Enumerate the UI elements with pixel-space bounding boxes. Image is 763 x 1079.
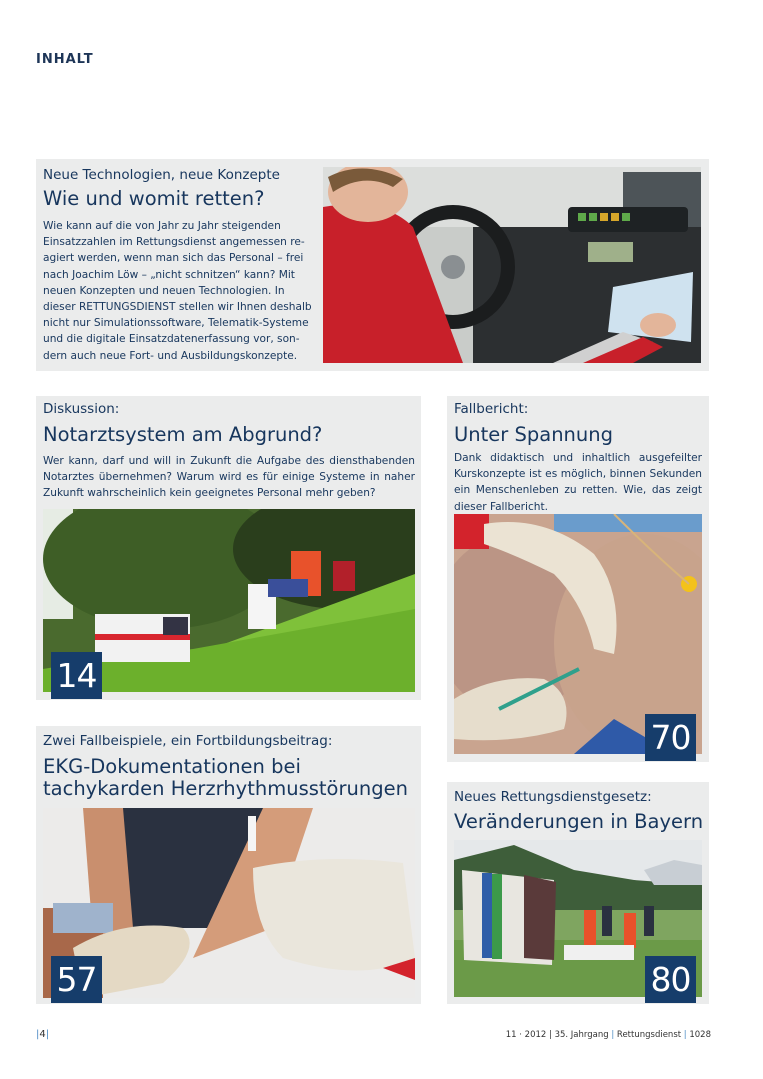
article-headline[interactable]: Veränderungen in Bayern [454,810,704,833]
article-kicker: Zwei Fallbeispiele, ein Fortbildungsbeitrag: [43,733,333,749]
article-card-technologies[interactable] [36,159,709,371]
article-card-unter-spannung[interactable] [447,396,709,762]
magazine-name: Rettungsdienst [616,1030,682,1040]
article-photo-ambulance-cockpit[interactable] [323,167,701,363]
divider: | [683,1030,690,1040]
article-kicker: Neue Technologien, neue Konzepte [43,167,280,183]
photo-illustration [323,167,701,363]
article-kicker: Neues Rettungsdienstgesetz: [454,789,652,805]
volume: 35. Jahrgang [554,1030,609,1040]
article-headline[interactable]: Wie und womit retten? [43,187,265,210]
section-label: INHALT [36,52,94,67]
page-number-badge[interactable]: 70 [645,714,696,761]
issue: 11 · 2012 [505,1030,547,1040]
divider: | [45,1029,50,1040]
divider: | [611,1030,617,1040]
article-card-ekg[interactable] [36,726,421,1004]
page-number-badge[interactable]: 80 [645,956,696,1003]
article-kicker: Fallbericht: [454,401,529,417]
divider: | [36,1029,40,1040]
article-card-notarztsystem[interactable] [36,396,421,700]
page-number: 4 [39,1029,46,1040]
folio: 1028 [689,1030,711,1040]
article-card-bayern[interactable] [447,782,709,1004]
divider: | [549,1030,555,1040]
page-number-badge[interactable]: 14 [51,652,102,699]
article-headline-line1[interactable]: EKG-Dokumentationen bei [43,755,301,778]
article-headline[interactable]: Unter Spannung [454,423,614,446]
article-teaser: Wer kann, darf und will in Zukunft die Aufgabe des diensthabenden Notarztes übernehmen? Warum wird es für einige Systeme in naher Zukunft wahrscheinlich kein geeignetes Personal mehr geben? [43,455,415,500]
article-headline[interactable]: Notarztsystem am Abgrund? [43,423,323,446]
page-number-badge[interactable]: 57 [51,956,102,1003]
article-kicker: Diskussion: [43,401,120,417]
footer-issue-info [506,1030,711,1040]
article-teaser: Wie kann auf die von Jahr zu Jahr steigenden Einsatzzahlen im Rettungsdienst angemessen re-agiert werden, wenn man sich das Personal – frei nach Joachim Löw – „nicht schnitzen“ kann? Mit neuen Konzepten und neuen Technologien. In dieser RETTUNGSDIENST stellen wir Ihnen deshalb nicht nur Simulationssoftware, Telematik-Systeme und die digitale Einsatzdatenerfassung vor, son-dern auch neue Fort- und Ausbildungskonzepte. [43,220,312,362]
footer-page-number [36,1029,49,1040]
article-teaser: Dank didaktisch und inhaltlich ausgefeilter Kurskonzepte ist es möglich, binnen Sekunden ein Menschenleben zu retten. Wie, das zeigt dieser Fallbericht. [454,452,702,513]
article-headline-line2[interactable]: tachykarden Herzrhythmusstörungen [43,777,408,800]
